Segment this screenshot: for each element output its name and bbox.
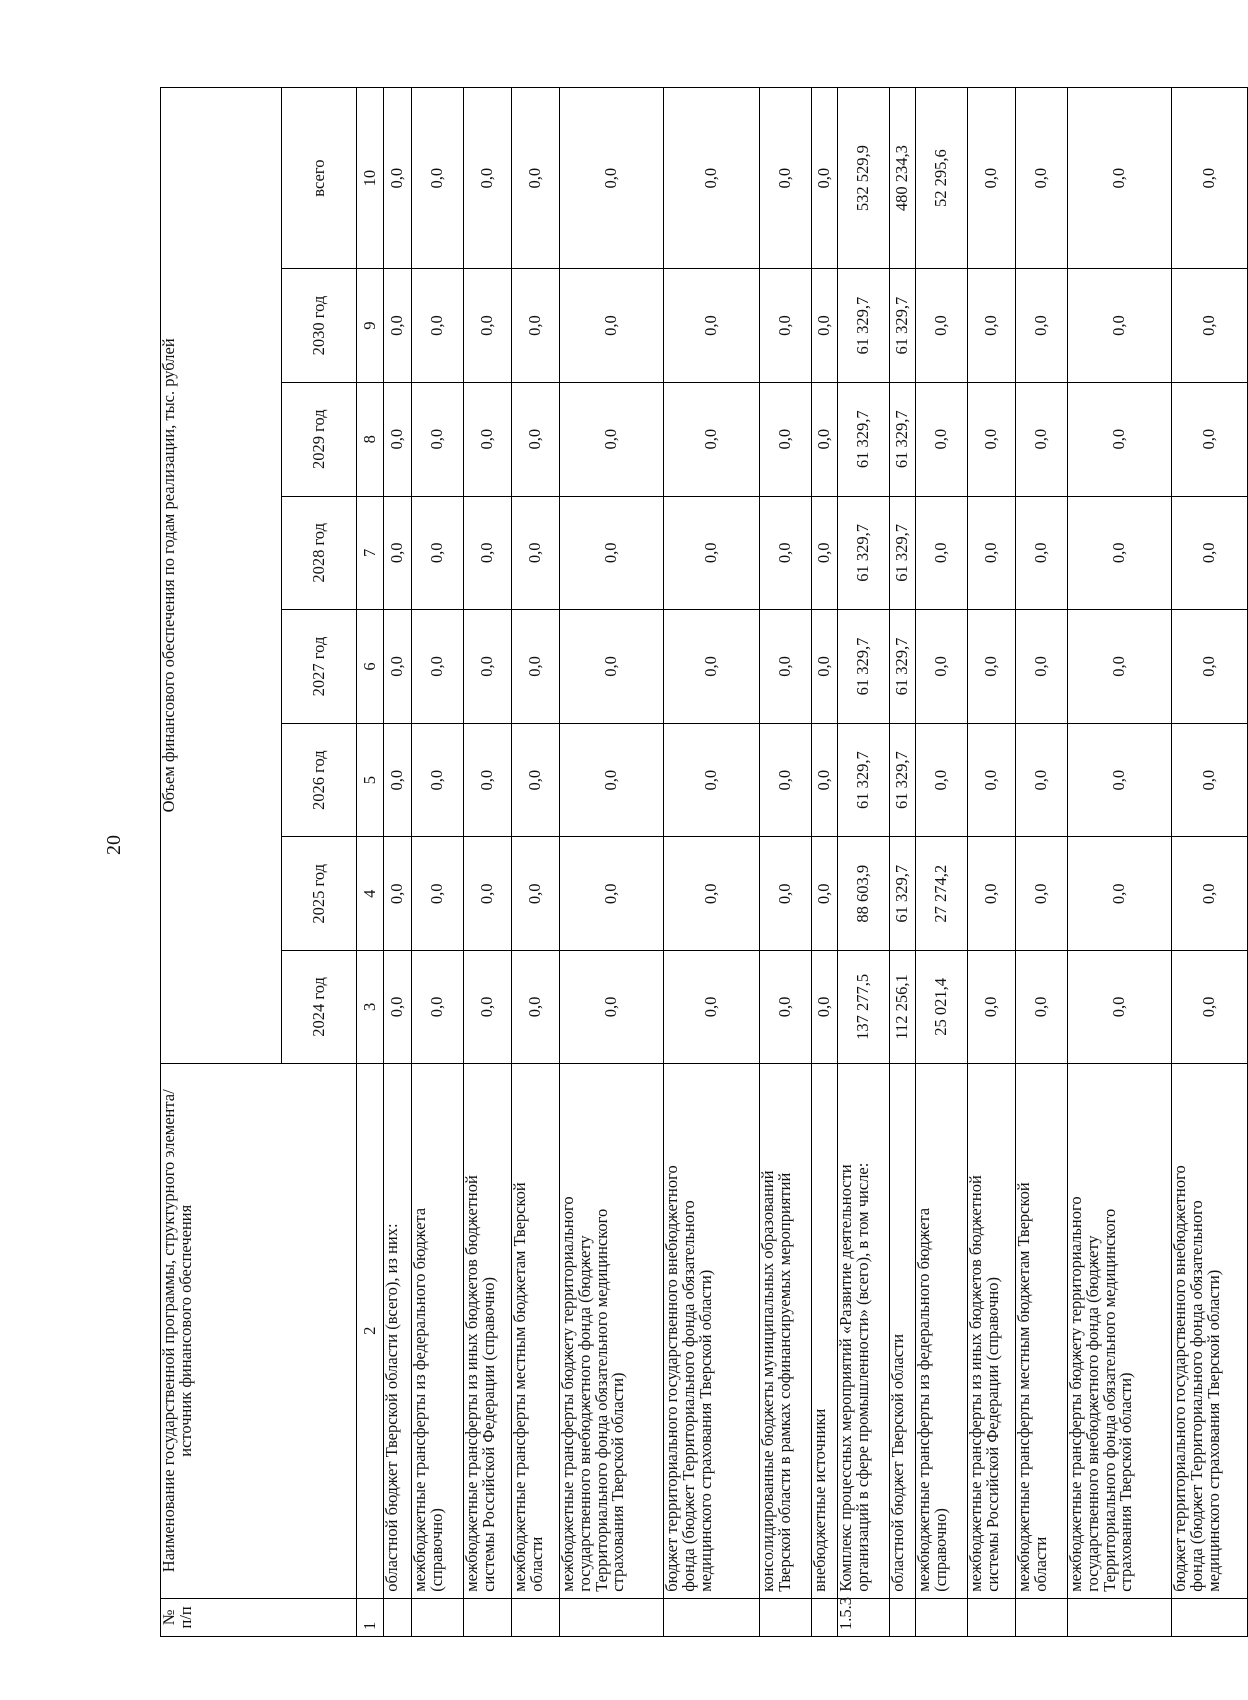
table-row — [560, 88, 664, 1637]
row-value: 0,0 — [464, 88, 512, 269]
row-name: областной бюджет Тверской области (всего), из них: — [384, 1063, 412, 1598]
row-value: 0,0 — [760, 88, 812, 269]
row-value: 0,0 — [412, 382, 464, 496]
header-year: 2027 год — [282, 610, 357, 724]
row-value: 0,0 — [664, 837, 760, 951]
row-name: межбюджетные трансферты из федерального бюджета (справочно) — [916, 1063, 968, 1598]
header-year: 2025 год — [282, 837, 357, 951]
row-value: 0,0 — [1172, 88, 1248, 269]
row-name: межбюджетные трансферты бюджету территориального государственного внебюджетного фонда (бюджету Территориального фонда обязательного медицинского страхования Тверской области) — [1068, 1063, 1172, 1598]
row-value: 0,0 — [664, 269, 760, 383]
row-value: 0,0 — [384, 951, 412, 1064]
table-row — [916, 88, 968, 1637]
column-number: 2 — [357, 1063, 384, 1598]
row-name: межбюджетные трансферты бюджету территориального государственного внебюджетного фонда (бюджету Территориального фонда обязательного медицинского страхования Тверской области) — [560, 1063, 664, 1598]
row-value: 0,0 — [464, 496, 512, 610]
row-value: 0,0 — [968, 837, 1016, 951]
row-name: консолидированные бюджеты муниципальных образований Тверской области в рамках софинансируемых мероприятий — [760, 1063, 812, 1598]
row-value: 61 329,7 — [890, 382, 916, 496]
header-year: 2024 год — [282, 951, 357, 1064]
table-row — [1016, 88, 1068, 1637]
row-value: 0,0 — [512, 610, 560, 724]
column-number: 3 — [357, 951, 384, 1064]
row-value: 480 234,3 — [890, 88, 916, 269]
row-value: 0,0 — [1068, 951, 1172, 1064]
row-value: 0,0 — [664, 723, 760, 837]
row-value: 0,0 — [1016, 837, 1068, 951]
row-value: 0,0 — [512, 88, 560, 269]
row-value: 0,0 — [916, 269, 968, 383]
header-name: Наименование государственной программы, структурного элемента/источник финансового обеспечения — [161, 1063, 357, 1598]
row-value: 0,0 — [1016, 723, 1068, 837]
row-number — [560, 1598, 664, 1636]
header-year: всего — [282, 88, 357, 269]
row-value: 0,0 — [760, 723, 812, 837]
row-value: 0,0 — [1172, 723, 1248, 837]
row-value: 61 329,7 — [890, 269, 916, 383]
row-value: 0,0 — [384, 496, 412, 610]
row-number — [412, 1598, 464, 1636]
row-value: 0,0 — [464, 951, 512, 1064]
page-number: 20 — [103, 835, 125, 855]
table-row — [1172, 88, 1248, 1637]
row-value: 0,0 — [1016, 951, 1068, 1064]
table-row — [760, 88, 812, 1637]
row-value: 0,0 — [512, 496, 560, 610]
row-value: 0,0 — [464, 837, 512, 951]
row-value: 0,0 — [1016, 610, 1068, 724]
row-name: межбюджетные трансферты местным бюджетам Тверской области — [512, 1063, 560, 1598]
row-value: 0,0 — [1172, 610, 1248, 724]
row-value: 0,0 — [1172, 382, 1248, 496]
row-value: 0,0 — [412, 837, 464, 951]
table-row — [1068, 88, 1172, 1637]
column-number: 7 — [357, 496, 384, 610]
row-value: 0,0 — [560, 269, 664, 383]
row-value: 61 329,7 — [838, 723, 890, 837]
financing-table — [160, 87, 1248, 1637]
table-row — [384, 88, 412, 1637]
table-row — [464, 88, 512, 1637]
row-name: областной бюджет Тверской области — [890, 1063, 916, 1598]
row-value: 0,0 — [512, 269, 560, 383]
row-value: 0,0 — [760, 837, 812, 951]
row-value: 0,0 — [464, 610, 512, 724]
row-value: 0,0 — [664, 382, 760, 496]
row-value: 52 295,6 — [916, 88, 968, 269]
row-value: 137 277,5 — [838, 951, 890, 1064]
row-value: 0,0 — [1172, 837, 1248, 951]
row-value: 0,0 — [968, 269, 1016, 383]
table-row — [890, 88, 916, 1637]
row-value: 0,0 — [412, 88, 464, 269]
table-row — [512, 88, 560, 1637]
row-value: 0,0 — [664, 610, 760, 724]
header-volume: Объем финансового обеспечения по годам реализации, тыс. рублей — [161, 88, 282, 1064]
row-name: внебюджетные источники — [812, 1063, 838, 1598]
row-value: 0,0 — [916, 723, 968, 837]
table-row — [838, 88, 890, 1637]
row-number — [916, 1598, 968, 1636]
row-value: 0,0 — [384, 382, 412, 496]
row-value: 61 329,7 — [838, 269, 890, 383]
row-value: 0,0 — [664, 496, 760, 610]
row-value: 0,0 — [1068, 269, 1172, 383]
row-value: 88 603,9 — [838, 837, 890, 951]
row-name: бюджет территориального государственного внебюджетного фонда (бюджет Территориального фонда обязательного медицинского страхования Тверской области) — [1172, 1063, 1248, 1598]
table-row — [412, 88, 464, 1637]
row-value: 0,0 — [512, 951, 560, 1064]
row-value: 0,0 — [916, 382, 968, 496]
row-value: 25 021,4 — [916, 951, 968, 1064]
row-value: 0,0 — [916, 496, 968, 610]
row-value: 0,0 — [1016, 382, 1068, 496]
row-value: 532 529,9 — [838, 88, 890, 269]
row-value: 0,0 — [812, 496, 838, 610]
row-value: 0,0 — [464, 723, 512, 837]
row-name: бюджет территориального государственного внебюджетного фонда (бюджет Территориального фонда обязательного медицинского страхования Тверской области) — [664, 1063, 760, 1598]
row-value: 0,0 — [760, 269, 812, 383]
row-value: 0,0 — [384, 88, 412, 269]
row-value: 0,0 — [812, 723, 838, 837]
row-value: 0,0 — [560, 723, 664, 837]
row-value: 0,0 — [384, 269, 412, 383]
row-value: 0,0 — [760, 496, 812, 610]
row-value: 0,0 — [412, 951, 464, 1064]
row-value: 0,0 — [664, 88, 760, 269]
row-value: 0,0 — [1172, 269, 1248, 383]
row-value: 0,0 — [560, 496, 664, 610]
header-year: 2028 год — [282, 496, 357, 610]
row-value: 61 329,7 — [890, 723, 916, 837]
column-number: 10 — [357, 88, 384, 269]
column-number: 1 — [357, 1598, 384, 1636]
row-value: 0,0 — [916, 610, 968, 724]
column-number: 5 — [357, 723, 384, 837]
row-value: 0,0 — [812, 88, 838, 269]
row-value: 0,0 — [1016, 269, 1068, 383]
row-value: 0,0 — [412, 496, 464, 610]
row-value: 0,0 — [760, 382, 812, 496]
row-value: 0,0 — [968, 496, 1016, 610]
table-row — [968, 88, 1016, 1637]
row-number — [812, 1598, 838, 1636]
row-value: 0,0 — [512, 723, 560, 837]
row-value: 61 329,7 — [838, 496, 890, 610]
rotated-table-container — [159, 87, 1223, 1637]
row-number — [1016, 1598, 1068, 1636]
row-value: 0,0 — [412, 610, 464, 724]
row-value: 0,0 — [968, 610, 1016, 724]
row-number — [384, 1598, 412, 1636]
header-year: 2030 год — [282, 269, 357, 383]
row-value: 0,0 — [1068, 610, 1172, 724]
row-value: 0,0 — [968, 951, 1016, 1064]
header-num: № п/п — [161, 1598, 357, 1636]
table-row — [812, 88, 838, 1637]
row-value: 61 329,7 — [838, 610, 890, 724]
row-number — [890, 1598, 916, 1636]
row-number — [664, 1598, 760, 1636]
row-number — [1068, 1598, 1172, 1636]
row-value: 0,0 — [1068, 496, 1172, 610]
column-number: 8 — [357, 382, 384, 496]
row-number — [464, 1598, 512, 1636]
row-value: 0,0 — [560, 88, 664, 269]
row-value: 0,0 — [968, 723, 1016, 837]
row-value: 61 329,7 — [890, 837, 916, 951]
row-name: межбюджетные трансферты из федерального бюджета (справочно) — [412, 1063, 464, 1598]
row-value: 0,0 — [384, 837, 412, 951]
row-value: 0,0 — [560, 951, 664, 1064]
header-year: 2029 год — [282, 382, 357, 496]
row-value: 112 256,1 — [890, 951, 916, 1064]
row-value: 27 274,2 — [916, 837, 968, 951]
row-value: 61 329,7 — [890, 610, 916, 724]
row-value: 0,0 — [760, 610, 812, 724]
row-number — [760, 1598, 812, 1636]
row-value: 61 329,7 — [890, 496, 916, 610]
row-value: 0,0 — [968, 88, 1016, 269]
row-value: 0,0 — [412, 723, 464, 837]
row-value: 0,0 — [664, 951, 760, 1064]
row-value: 0,0 — [812, 837, 838, 951]
row-number: 1.5.3 — [838, 1598, 890, 1636]
table-row — [664, 88, 760, 1637]
column-number: 4 — [357, 837, 384, 951]
row-value: 0,0 — [1016, 88, 1068, 269]
row-value: 0,0 — [812, 951, 838, 1064]
row-value: 0,0 — [384, 723, 412, 837]
header-year: 2026 год — [282, 723, 357, 837]
row-value: 0,0 — [760, 951, 812, 1064]
row-value: 0,0 — [1172, 496, 1248, 610]
row-value: 0,0 — [464, 382, 512, 496]
row-name: межбюджетные трансферты из иных бюджетов бюджетной системы Российской Федерации (справочно) — [464, 1063, 512, 1598]
row-value: 0,0 — [812, 610, 838, 724]
row-value: 61 329,7 — [838, 382, 890, 496]
row-value: 0,0 — [1068, 723, 1172, 837]
row-value: 0,0 — [812, 382, 838, 496]
row-value: 0,0 — [560, 837, 664, 951]
row-value: 0,0 — [1016, 496, 1068, 610]
row-number — [512, 1598, 560, 1636]
row-value: 0,0 — [968, 382, 1016, 496]
row-value: 0,0 — [412, 269, 464, 383]
row-value: 0,0 — [812, 269, 838, 383]
row-value: 0,0 — [512, 382, 560, 496]
row-name: межбюджетные трансферты местным бюджетам Тверской области — [1016, 1063, 1068, 1598]
row-value: 0,0 — [1172, 951, 1248, 1064]
row-value: 0,0 — [560, 382, 664, 496]
row-number — [968, 1598, 1016, 1636]
column-number: 6 — [357, 610, 384, 724]
row-name: межбюджетные трансферты из иных бюджетов бюджетной системы Российской Федерации (справочно) — [968, 1063, 1016, 1598]
row-value: 0,0 — [512, 837, 560, 951]
row-name: Комплекс процессных мероприятий «Развитие деятельности организаций в сфере промышленности» (всего), в том числе: — [838, 1063, 890, 1598]
row-value: 0,0 — [1068, 837, 1172, 951]
row-value: 0,0 — [560, 610, 664, 724]
row-value: 0,0 — [464, 269, 512, 383]
row-value: 0,0 — [1068, 88, 1172, 269]
row-value: 0,0 — [1068, 382, 1172, 496]
column-number: 9 — [357, 269, 384, 383]
row-number — [1172, 1598, 1248, 1636]
row-value: 0,0 — [384, 610, 412, 724]
